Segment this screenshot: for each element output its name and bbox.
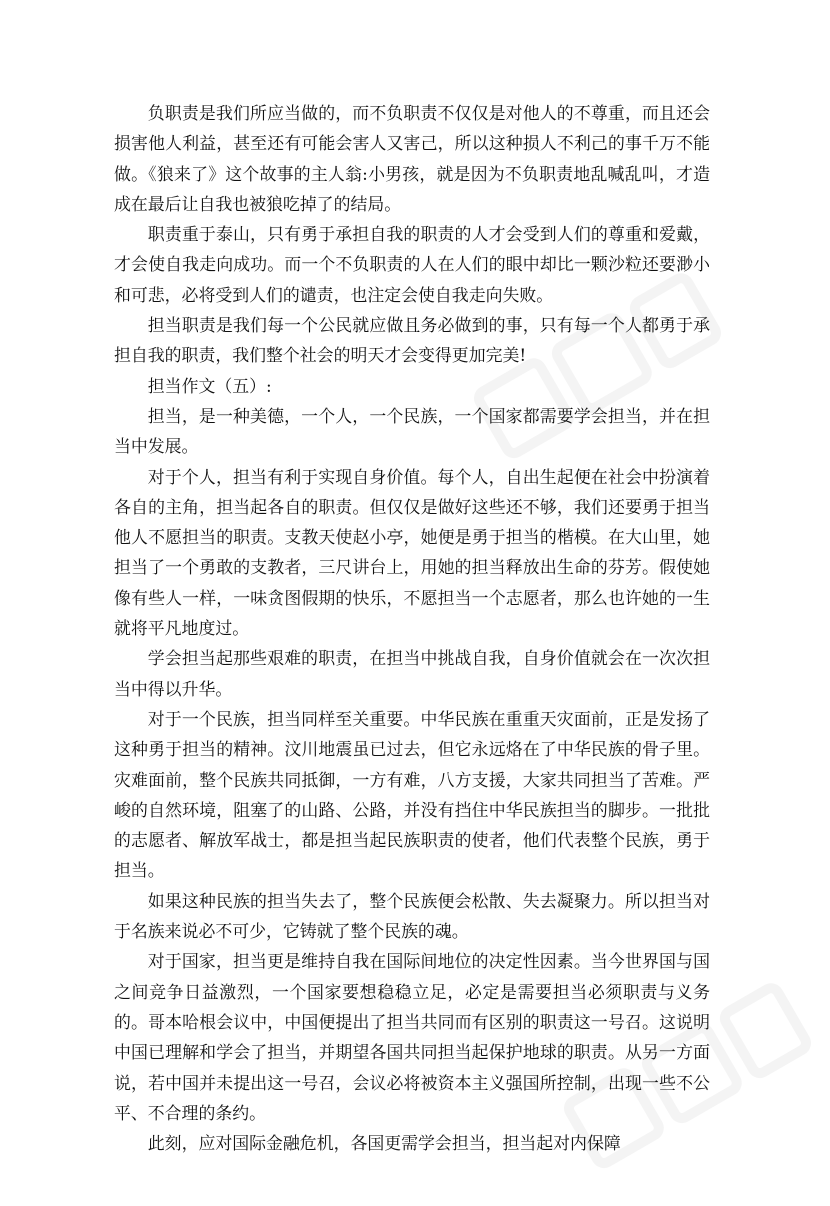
document-body: [114, 98, 710, 1158]
paragraph: 负职责是我们所应当做的，而不负职责不仅仅是对他人的不尊重，而且还会损害他人利益，甚至还有可能会害人又害己，所以这种损人不利己的事千万不能做。《狼来了》这个故事的主人翁:小男孩，就是因为不负职责地乱喊乱叫，才造成在最后让自我也被狼吃掉了的结局。: [114, 103, 710, 214]
paragraph: 职责重于泰山，只有勇于承担自我的职责的人才会受到人们的尊重和爱戴，才会使自我走向成功。而一个不负职责的人在人们的眼中却比一颗沙粒还要渺小和可悲，必将受到人们的谴责，也注定会使自我走向失败。: [114, 224, 710, 305]
paragraph: 担当，是一种美德，一个人，一个民族，一个国家都需要学会担当，并在担当中发展。: [114, 405, 710, 457]
paragraph: 此刻，应对国际金融危机，各国更需学会担当，担当起对内保障: [147, 1133, 621, 1154]
paragraph: 对于个人，担当有利于实现自身价值。每个人，自出生起便在社会中扮演着各自的主角，担当起各自的职责。但仅仅是做好这些还不够，我们还要勇于担当他人不愿担当的职责。支教天使赵小亭，她便是勇于担当的楷模。在大山里，她担当了一个勇敢的支教者，三尺讲台上，用她的担当释放出生命的芬芳。假使她像有些人一样，一味贪图假期的快乐，不愿担当一个志愿者，那么也许她的一生就将平凡地度过。: [114, 466, 710, 639]
paragraph: 学会担当起那些艰难的职责，在担当中挑战自我，自身价值就会在一次次担当中得以升华。: [114, 648, 710, 699]
paragraph: 如果这种民族的担当失去了，整个民族便会松散、失去凝聚力。所以担当对于名族来说必不可少，它铸就了整个民族的魂。: [114, 890, 710, 942]
essay-heading: 担当作文（五）:: [147, 375, 272, 396]
paragraph: 对于国家，担当更是维持自我在国际间地位的决定性因素。当今世界国与国之间竞争日益激烈，一个国家要想稳稳立足，必定是需要担当必须职责与义务的。哥本哈根会议中，中国便提出了担当共同而有区别的职责这一号召。这说明中国已理解和学会了担当，并期望各国共同担当起保护地球的职责。从另一方面说，若中国并未提出这一号召，会议必将被资本主义强国所控制，出现一些不公平、不合理的条约。: [114, 951, 710, 1123]
paragraph: 对于一个民族，担当同样至关重要。中华民族在重重天灾面前，正是发扬了这种勇于担当的精神。汶川地震虽已过去，但它永远烙在了中华民族的骨子里。灾难面前，整个民族共同抵御，一方有难，八方支援，大家共同担当了苦难。严峻的自然环境，阻塞了的山路、公路，并没有挡住中华民族担当的脚步。一批批的志愿者、解放军战士，都是担当起民族职责的使者，他们代表整个民族，勇于担当。: [114, 708, 710, 881]
paragraph: 担当职责是我们每一个公民就应做且务必做到的事，只有每一个人都勇于承担自我的职责，我们整个社会的明天才会变得更加完美!: [114, 315, 710, 366]
